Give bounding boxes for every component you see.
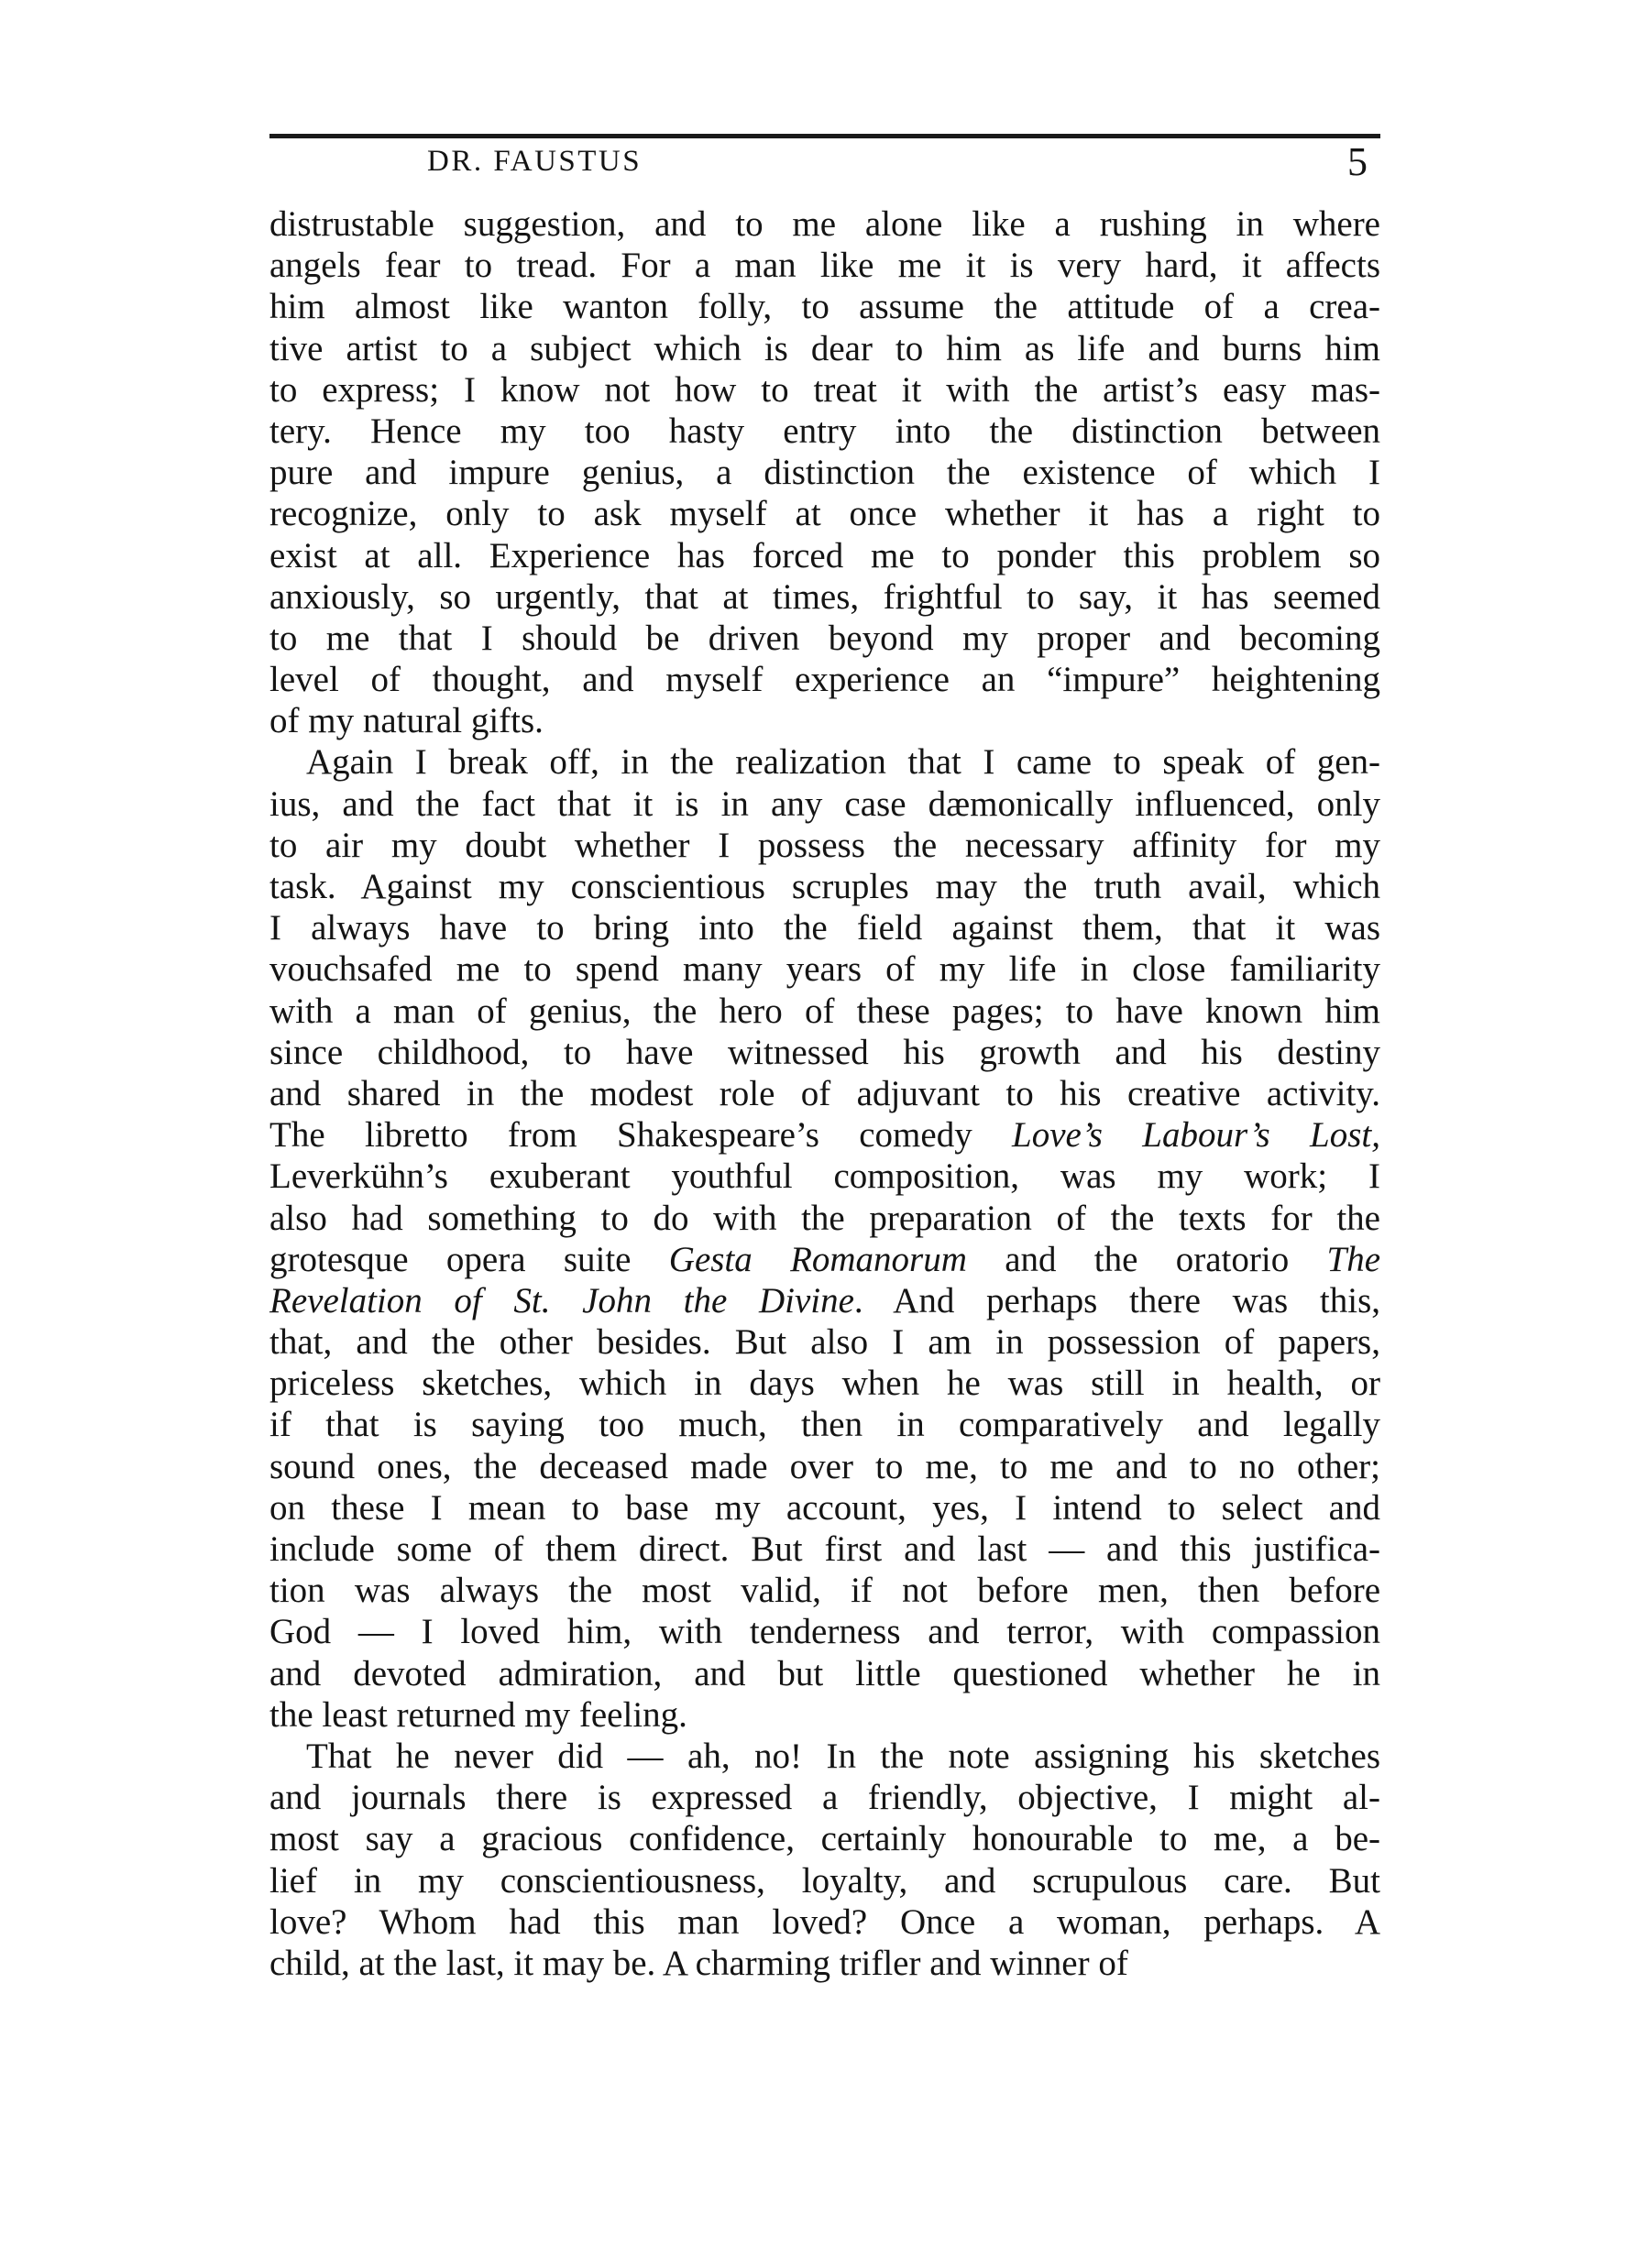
text-line — [269, 1736, 1380, 1777]
page-number: 5 — [1347, 139, 1368, 184]
line-text: with a man of genius, the hero of these pages; to have known him — [269, 991, 1380, 1031]
line-text: and shared in the modest role of adjuvant to his creative activity. — [269, 1073, 1380, 1113]
line-text: and journals there is expressed a friendly, objective, I might al- — [269, 1778, 1380, 1818]
text-line — [269, 866, 1380, 907]
line-text: love? Whom had this man loved? Once a woman, perhaps. A — [269, 1901, 1380, 1942]
line-text: vouchsafed me to spend many years of my life in close familiarity — [269, 949, 1380, 990]
line-text: also had something to do with the preparation of the texts for the — [269, 1198, 1380, 1238]
italic-title-text: Love’s Labour’s Lost, — [1012, 1115, 1380, 1156]
line-text: priceless sketches, which in days when he was still in health, or — [269, 1364, 1380, 1404]
line-text: pure and impure genius, a distinction the existence of which I — [269, 453, 1380, 493]
line-text: and the oratorio — [966, 1239, 1327, 1279]
text-line — [269, 783, 1380, 825]
header-rule — [269, 134, 1380, 138]
text-line — [269, 452, 1380, 493]
text-line — [269, 1901, 1380, 1943]
line-text: The libretto from Shakespeare’s comedy — [269, 1115, 1013, 1156]
line-text: tion was always the most valid, if not before men, then before — [269, 1571, 1380, 1611]
text-line — [269, 1570, 1380, 1611]
line-text: the least returned my feeling. — [269, 1694, 687, 1735]
line-text: ius, and the fact that it is in any case dæmonically influenced, only — [269, 783, 1380, 824]
text-line — [269, 1528, 1380, 1570]
text-line — [269, 907, 1380, 948]
text-line — [269, 948, 1380, 990]
text-line — [269, 1446, 1380, 1487]
line-text: exist at all. Experience has forced me to ponder this problem so — [269, 535, 1380, 575]
text-line — [269, 741, 1380, 783]
text-line — [269, 1363, 1380, 1404]
text-line — [269, 1280, 1380, 1321]
line-text: God — I loved him, with tenderness and terror, with compassion — [269, 1612, 1380, 1652]
text-line — [269, 1321, 1380, 1363]
text-line — [269, 286, 1380, 327]
line-text: level of thought, and myself experience an “impure” heightening — [269, 660, 1380, 700]
text-line — [269, 1777, 1380, 1818]
text-line — [269, 369, 1380, 411]
text-line — [269, 1943, 1380, 1984]
line-text: That he never did — ah, no! In the note assigning his sketches — [306, 1736, 1380, 1776]
line-text: him almost like wanton folly, to assume the attitude of a crea- — [269, 287, 1380, 327]
line-text: if that is saying too much, then in comparatively and legally — [269, 1405, 1380, 1445]
text-line — [269, 245, 1380, 286]
line-text: tive artist to a subject which is dear to him as life and burns him — [269, 328, 1380, 368]
line-text: since childhood, to have witnessed his growth and his destiny — [269, 1032, 1380, 1072]
line-text: that, and the other besides. But also I am in possession of papers, — [269, 1322, 1380, 1363]
text-line — [269, 1860, 1380, 1901]
line-text: tery. Hence my too hasty entry into the distinction between — [269, 411, 1380, 451]
text-line — [269, 1818, 1380, 1859]
text-line — [269, 576, 1380, 618]
text-line — [269, 1156, 1380, 1197]
text-line — [269, 328, 1380, 369]
line-text: to express; I know not how to treat it with the artist’s easy mas- — [269, 369, 1380, 410]
text-line — [269, 203, 1380, 245]
text-line — [269, 1198, 1380, 1239]
text-line — [269, 618, 1380, 659]
text-line — [269, 1487, 1380, 1528]
line-text: Leverkühn’s exuberant youthful composition, was my work; I — [269, 1156, 1380, 1197]
text-line — [269, 1073, 1380, 1114]
text-line — [269, 700, 1380, 741]
line-text: of my natural gifts. — [269, 701, 544, 741]
line-text: to air my doubt whether I possess the necessary affinity for my — [269, 825, 1380, 865]
line-text: lief in my conscientiousness, loyalty, and scrupulous care. But — [269, 1860, 1380, 1901]
line-text: . And perhaps there was this, — [853, 1280, 1380, 1320]
text-line — [269, 535, 1380, 576]
text-line — [269, 1239, 1380, 1280]
line-text: angels fear to tread. For a man like me it is very hard, it affects — [269, 246, 1380, 286]
text-line — [269, 1032, 1380, 1073]
line-text: include some of them direct. But first and last — and this justifica- — [269, 1529, 1380, 1569]
line-text: to me that I should be driven beyond my proper and becoming — [269, 618, 1380, 658]
text-line — [269, 1653, 1380, 1694]
line-text: sound ones, the deceased made over to me, to me and to no other; — [269, 1446, 1380, 1486]
line-text: I always have to bring into the field against them, that it was — [269, 908, 1380, 948]
line-text: grotesque opera suite — [269, 1239, 669, 1279]
italic-title-text: Gesta Romanorum — [668, 1239, 967, 1279]
body-text — [269, 203, 1380, 1984]
text-line — [269, 1404, 1380, 1445]
text-line — [269, 659, 1380, 700]
running-head-title: DR. FAUSTUS — [427, 145, 643, 178]
text-line — [269, 1694, 1380, 1736]
text-line — [269, 825, 1380, 866]
italic-title-text: Revelation of St. John the Divine — [269, 1280, 854, 1320]
text-line — [269, 1114, 1380, 1156]
text-line — [269, 411, 1380, 452]
text-line — [269, 493, 1380, 534]
italic-title-text: The — [1326, 1239, 1380, 1279]
line-text: on these I mean to base my account, yes, I intend to select and — [269, 1487, 1380, 1528]
line-text: Again I break off, in the realization that I came to speak of gen- — [306, 742, 1380, 783]
line-text: most say a gracious confidence, certainly honourable to me, a be- — [269, 1819, 1380, 1859]
line-text: child, at the last, it may be. A charming trifler and winner of — [269, 1943, 1128, 1983]
line-text: task. Against my conscientious scruples may the truth avail, which — [269, 867, 1380, 906]
line-text: and devoted admiration, and but little questioned whether he in — [269, 1653, 1380, 1693]
text-line — [269, 1611, 1380, 1652]
text-line — [269, 991, 1380, 1032]
line-text: recognize, only to ask myself at once whether it has a right to — [269, 494, 1380, 534]
line-text: distrustable suggestion, and to me alone like a rushing in where — [269, 204, 1380, 244]
line-text: anxiously, so urgently, that at times, frightful to say, it has seemed — [269, 576, 1380, 617]
